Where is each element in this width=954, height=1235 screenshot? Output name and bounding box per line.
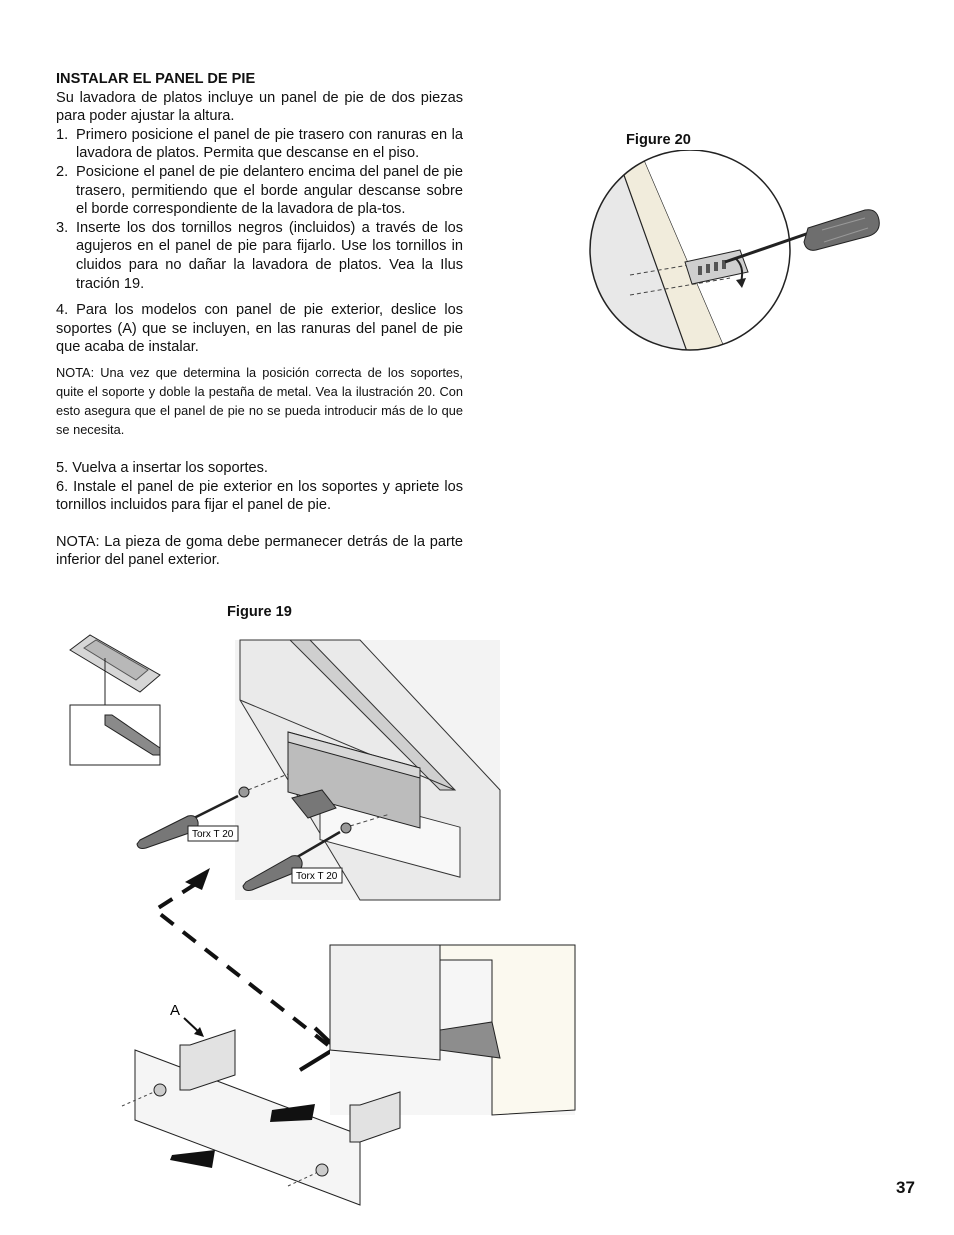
note-rubber: NOTA: La pieza de goma debe permanecer detrás de la parte inferior del panel exterior.	[56, 533, 463, 569]
torx-label-2: Torx T 20	[296, 871, 338, 882]
step-text: Primero posicione el panel de pie trasero con ranuras en la lavadora de platos. Permita que descanse en el piso.	[76, 126, 463, 162]
section-heading: INSTALAR EL PANEL DE PIE	[56, 71, 256, 87]
step-number: 3.	[56, 219, 69, 236]
toe-panel-outer	[135, 1050, 360, 1205]
step-6: 6. Instale el panel de pie exterior en los soportes y apriete los tornillos incluidos para fijar el panel de pie.	[56, 478, 463, 514]
step-text: Posicione el panel de pie delantero encima del panel de pie trasero, permitiendo que el borde angular descanse sobre el borde correspondiente de la lavadora de pla-tos.	[76, 163, 463, 218]
bracket-label-a: A	[170, 1002, 181, 1019]
page-number: 37	[896, 1178, 915, 1197]
intro-paragraph: Su lavadora de platos incluye un panel de pie de dos piezas para poder ajustar la altura.	[56, 89, 463, 125]
figure-20-caption: Figure 20	[626, 132, 691, 148]
step-4: 4. Para los modelos con panel de pie exterior, deslice los soportes (A) que se incluyen, en las ranuras del panel de pie que acaba de instalar.	[56, 302, 463, 356]
screwdriver-handle-icon	[804, 210, 879, 251]
bracket-a	[180, 1030, 235, 1090]
step-2	[56, 163, 463, 219]
slide-arrow-icon	[170, 1150, 215, 1168]
step-text: Inserte los dos tornillos negros (incluidos) a través de los agujeros en el panel de pie para fijarlo. Use los tornillos in cluidos para no dañar la lavadora de platos. Vea la Ilus tración 19.	[76, 219, 463, 292]
figure-19-illustration	[60, 630, 580, 1220]
step-3	[56, 219, 463, 293]
note-brackets: NOTA: Una vez que determina la posición correcta de los soportes, quite el soporte y doble la pestaña de metal. Vea la ilustración 20. Con esto asegura que el panel de pie no se pueda introducir más de lo que se necesita.	[56, 364, 463, 437]
step-5: 5. Vuelva a insertar los soportes.	[56, 459, 268, 476]
text-column	[56, 70, 463, 570]
bracket-inset-frame	[70, 705, 160, 765]
figure-20-illustration	[580, 150, 890, 360]
step-1	[56, 126, 463, 163]
torx-label-1: Torx T 20	[192, 829, 234, 840]
dashed-arrow-path	[155, 878, 328, 1045]
figure-19-caption: Figure 19	[227, 604, 292, 620]
step-number: 2.	[56, 163, 69, 180]
step-number: 1.	[56, 126, 69, 143]
